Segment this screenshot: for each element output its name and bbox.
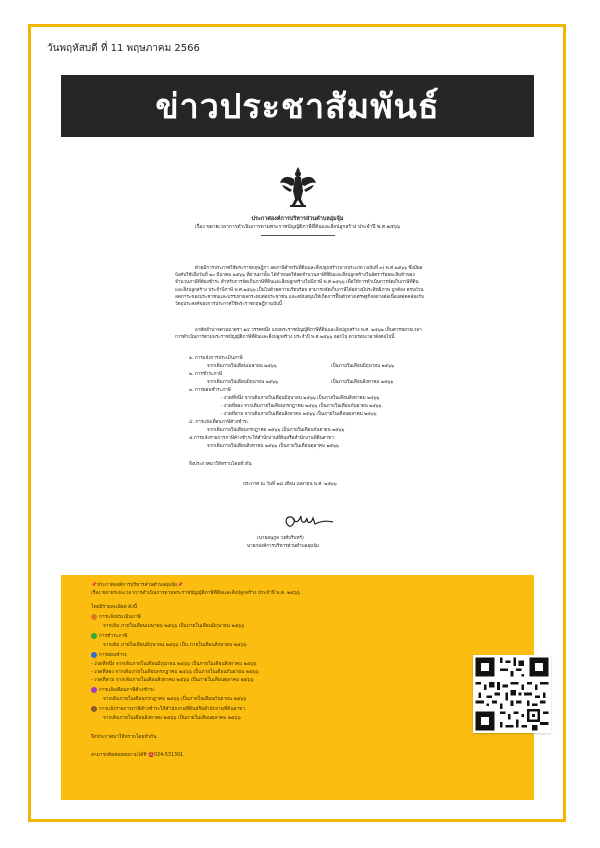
announcement-paragraph-2: อาศัยอำนาจตามมาตรา ๑๔ วรรคหนึ่ง แห่งพระราชบัญญัติภาษีที่ดินและสิ่งปลูกสร้าง พ.ศ. ๒๕๖๒ เห็นควรขยายเวลาการดำเนินการตามพระราชบัญญัติภาษีที่ดินและสิ่งปลูกสร้าง ประจำปี พ.ศ.๒๕๖๖ ออกไป ตามรอบเวลาดังต่อไปนี้ (175, 328, 422, 341)
purple-circle-icon (91, 687, 97, 693)
notice-group-4-title: การแจ้งเตือนภาษีค้างชำระ (99, 688, 155, 693)
date-text: วันพฤหัสบดี ที่ 11 พฤษภาคม 2566 (47, 43, 200, 54)
document-frame (28, 24, 566, 822)
notice-group-3 (91, 651, 127, 659)
announced-date: ประกาศ ณ วันที่ ๒๘ เดือน เมษายน พ.ศ. ๒๕๖๖ (243, 482, 337, 487)
green-circle-icon (91, 633, 97, 639)
notice-group-2-line: จากเดิม ภายในเดือนมิถุนายน ๒๕๖๖ เป็น ภายในเดือนสิงหาคม ๒๕๖๖ (103, 643, 247, 648)
section-5-title: ๕.การแจ้งรายการภาษีค้างชำระให้สำนักงานที่ดินหรือสำนักงานที่ดินสาขา (189, 436, 334, 441)
section-3-item-2: - งวดที่สอง จากเดิมภายในเดือนกรกฎาคม ๒๕๖๖ เป็นภายในเดือนกันยายน ๒๕๖๖ (221, 404, 382, 409)
notice-header: 📌ประกาศองค์การบริหารส่วนตำบลอุ่มจุ้ม📌 (91, 583, 184, 588)
notice-group-5 (91, 705, 245, 713)
garuda-emblem-icon (279, 165, 317, 209)
section-1-from: จากเดิมภายในเดือนเมษายน ๒๕๖๖ (207, 364, 277, 369)
closing-text: จึงประกาศมาให้ทราบโดยทั่วกัน (189, 462, 252, 467)
notice-group-4 (91, 686, 155, 694)
signer-name: (นายอนุภูล วงศ์บริบทร์) (257, 536, 304, 541)
official-announcement (61, 157, 534, 577)
section-2-to: เป็นภายในเดือนสิงหาคม ๒๕๖๖ (331, 380, 394, 385)
section-3-title: ๓. การผ่อนชำระภาษี (189, 388, 231, 393)
announcement-paragraph-1: ด้วยมีการประกาศใช้พระราชกฤษฎีกา ลดภาษีสำหรับที่ดินและสิ่งปลูกสร้างบางประเภท (ฉบับที่ ๓) พ.ศ.๒๕๖๖ ซึ่งมีผลบังคับใช้เมื่อวันที่ ๒๐ มีนาคม ๒๕๖๖ ที่ผ่านมานั้น ได้กำหนดให้ลดจำนวนภาษีที่ดินและสิ่งปลูกสร้างในอัตราร้อยละสิบห้าของจำนวนภาษีที่ต้องชำระ สำหรับการจัดเก็บภาษีที่ดินและสิ่งปลูกสร้างในปีภาษี พ.ศ.๒๕๖๖ เพื่อให้การดำเนินการจัดเก็บภาษีที่ดินและสิ่งปลูกสร้าง ประจำปีภาษี พ.ศ.๒๕๖๖ เป็นไปด้วยความเรียบร้อย สามารถจัดเก็บภาษีได้อย่างมีประสิทธิภาพ ถูกต้อง ครบถ้วน ลดภาระของประชาชนและบรรเทาผลกระทบต่อประชาชน และสนับสนุนให้เกิดการฟื้นตัวทางเศรษฐกิจอย่างต่อเนื่องสอดคล้องกับวัตถุประสงค์ของการประกาศใช้พระราชกฤษฎีกาฉบับนี้ (175, 266, 425, 308)
section-3-item-3: - งวดที่สาม จากเดิมภายในเดือนสิงหาคม ๒๕๖๖ เป็นภายในเดือนตุลาคม ๒๕๖๖ (221, 412, 377, 417)
orange-circle-icon (91, 614, 97, 620)
notice-group-5-title: การแจ้งรายการภาษีค้างชำระให้สำนักงานที่ดินหรือสำนักงานที่ดินสาขา (99, 707, 246, 712)
section-2-title: ๒. การชำระภาษี (189, 372, 223, 377)
notice-subject: เรื่อง ขยายระยะเวลาการดำเนินการตามพระราชบัญญัติภาษีที่ดินและสิ่งปลูกสร้าง ประจำปี พ.ศ. ๒๕๖๖ (91, 591, 300, 596)
brown-circle-icon (91, 706, 97, 712)
notice-group-3-item-3: - งวดที่สาม จากเดิมภายในเดือนสิงหาคม ๒๕๖๖ เป็นภายในเดือนตุลาคม ๒๕๖๖ (91, 678, 254, 683)
section-3-item-1: - งวดที่หนึ่ง จากเดิมภายในเดือนมิถุนายน ๒๕๖๖ เป็นภายในเดือนสิงหาคม ๒๕๖๖ (221, 396, 380, 401)
section-4-line: จากเดิมภายในเดือนกรกฎาคม ๒๕๖๖ เป็นภายในเดือนกันยายน ๒๕๖๖ (207, 428, 345, 433)
section-5-line: จากเดิมภายในเดือนสิงหาคม ๒๕๖๖ เป็นภายในเดือนตุลาคม ๒๕๖๖ (207, 444, 339, 449)
notice-intro: โดยมีรายละเอียด ดังนี้ (91, 605, 137, 610)
signature-icon (281, 512, 341, 534)
notice-closing: จึงประกาศมาให้ทราบโดยทั่วกัน (91, 735, 157, 740)
qr-code-icon[interactable] (473, 655, 551, 733)
notice-contact: สามารถติดต่อสอบถามได้ที่ ☎️034-531301 (91, 753, 184, 758)
section-2-from: จากเดิมภายในเดือนมิถุนายน ๒๕๖๖ (207, 380, 278, 385)
notice-group-2 (91, 632, 127, 640)
divider (261, 235, 335, 236)
title-banner (61, 75, 534, 137)
notice-group-4-line: จากเดิมภายในเดือนกรกฎาคม ๒๕๖๖ เป็นภายในเดือนกันยายน ๒๕๖๖ (103, 697, 247, 702)
announcement-org: ประกาศองค์การบริหารส่วนตำบลอุ่มจุ้ม (251, 216, 344, 222)
banner-title: ข่าวประชาสัมพันธ์ (155, 87, 440, 127)
section-1-title: ๑. การแจ้งการประเมินภาษี (189, 356, 243, 361)
notice-group-3-item-2: - งวดที่สอง จากเดิมภายในเดือนกรกฎาคม ๒๕๖๖ เป็นภายในเดือนกันยายน ๒๕๖๖ (91, 670, 259, 675)
notice-group-3-item-1: - งวดที่หนึ่ง จากเดิมภายในเดือนมิถุนายน ๒๕๖๖ เป็นภายในเดือนสิงหาคม ๒๕๖๖ (91, 662, 257, 667)
announcement-subject: เรื่อง ขยายเวลาการดำเนินการตามพระราชบัญญัติภาษีที่ดินและสิ่งปลูกสร้าง ประจำปี พ.ศ.๒๕๖๖ (194, 224, 401, 230)
notice-group-1 (91, 613, 141, 621)
notice-panel (61, 575, 534, 800)
notice-group-1-title: การแจ้งประเมินภาษี (99, 615, 141, 620)
blue-circle-icon (91, 652, 97, 658)
section-1-to: เป็นภายในเดือนมิถุนายน ๒๕๖๖ (331, 364, 394, 369)
notice-group-3-title: การผ่อนชำระ (99, 653, 128, 658)
notice-group-5-line: จากเดิมภายในเดือนสิงหาคม ๒๕๖๖ เป็นภายในเดือนตุลาคม ๒๕๖๖ (103, 716, 241, 721)
section-4-title: ๔. การแจ้งเตือนภาษีค้างชำระ (189, 420, 249, 425)
notice-group-1-line: จากเดิม ภายในเดือนเมษายน ๒๕๖๖ เป็นภายในเดือนมิถุนายน ๒๕๖๖ (103, 624, 245, 629)
notice-group-2-title: การชำระภาษี (99, 634, 128, 639)
signer-title: นายกองค์การบริหารส่วนตำบลอุ่มจุ้ม (247, 544, 319, 549)
